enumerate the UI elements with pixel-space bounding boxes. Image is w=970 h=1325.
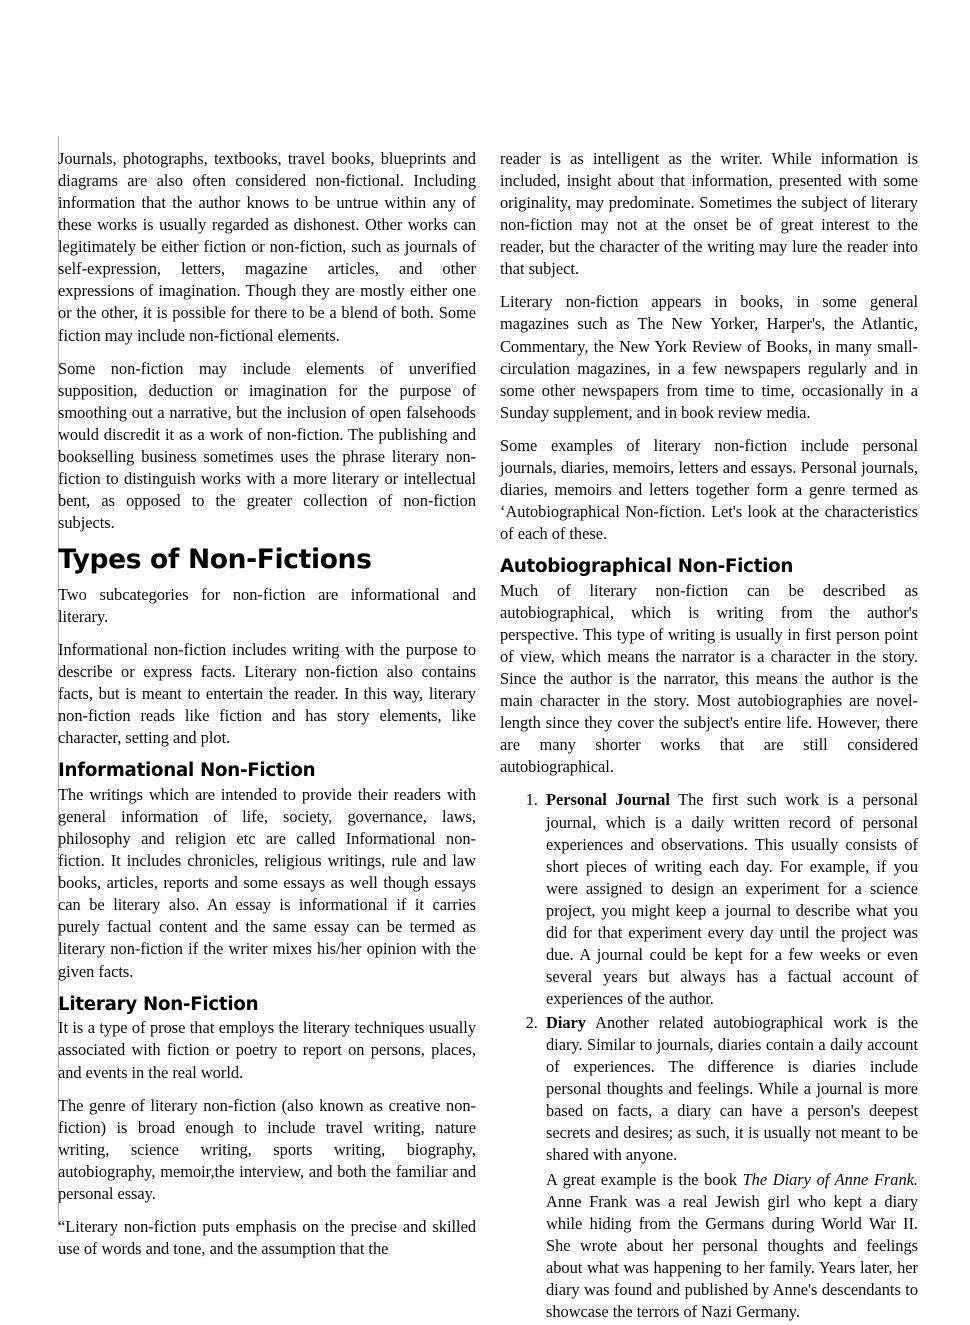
paragraph-genre-of-literary: The genre of literary non-fiction (also known as creative non-fiction) is broad enough to include travel writing, nature writing, science writing, sports writing, biography, autobiography, memoir,the interview, and both the familiar and personal essay. (58, 1095, 476, 1203)
paragraph-much-of-literary: Much of literary non-fiction can be described as autobiographical, which is writing from the author's perspective. This type of writing is usually in first person point of view, which means the narrator is a character in the story. Since the author is the narrator, this means the author is the main character in the story. Most autobiographies are novel-length since they cover the subject's entire life. However, there are many shorter works that are still considered autobiographical. (500, 580, 918, 777)
autobiographical-works-list (500, 789, 918, 1323)
paragraph-some-nonfiction: Some non-fiction may include elements of unverified supposition, deduction or imagination for the purpose of smoothing out a narrative, but the inclusion of open falsehoods would discredit it as a work of non-fiction. The publishing and bookselling business sometimes uses the phrase literary non-fiction to distinguish works with a more literary or intellectual bent, as opposed to the greater collection of non-fiction subjects. (58, 358, 476, 532)
paragraph-appears-in-books: Literary non-fiction appears in books, in some general magazines such as The New Yorker, Harper's, the Atlantic, Commentary, the New York Review of Books, in many small-circulation magazines, in a few newspapers regularly and in some other newspapers from time to time, occasionally in a Sunday supplement, and in book review media. (500, 292, 918, 422)
left-column (58, 148, 476, 1260)
paragraph-reader-intelligent: reader is as intelligent as the writer. While information is included, insight about that information, presented with some originality, may predominate. Sometimes the subject of literary non-fiction may not at the onset be of great interest to the reader, but the character of the writing may lure the reader into that subject. (500, 149, 918, 279)
paragraph-informational-includes: Informational non-fiction includes writing with the purpose to describe or express facts. Literary non-fiction also contains facts, but is meant to entertain the reader. In this way, literary non-fiction reads like fiction and has story elements, like character, setting and plot. (58, 639, 476, 748)
list-item-2-lead: Diary (546, 1013, 586, 1033)
list-item-2-continuation (546, 1169, 918, 1323)
list-item (542, 1012, 918, 1323)
paragraph-some-examples: Some examples of literary non-fiction include personal journals, diaries, memoirs, letters and essays. Personal journals, diaries, memoirs and letters together form a genre termed as ‘Autobiographical Non-fiction. Let's look at the characteristics of each of these. (500, 435, 918, 543)
anne-frank-intro: A great example is the book (546, 1169, 743, 1189)
list-item-1-body: The first such work is a personal journal, which is a daily written record of personal experiences and observations. This usually consists of short pieces of writing each day. For example, if you were assigned to design an experiment for a science project, you might keep a journal to describe what you did for that experiment every day until the project was due. A journal could be kept for a few weeks or even several years but always has a factual account of experiences of the author. (546, 790, 918, 1009)
two-column-layout (58, 148, 918, 1325)
list-item-2-body: Another related autobiographical work is the diary. Similar to journals, diaries contain a daily account of experiences. The difference is diaries include personal thoughts and feelings. While a journal is more based on facts, a diary can have a person's deepest secrets and desires; as such, it is usually not meant to be shared with anyone. (546, 1013, 918, 1165)
right-column (500, 148, 918, 1325)
anne-frank-description: Anne Frank was a real Jewish girl who kept a diary while hiding from the Germans during World War II. She wrote about her personal thoughts and feelings about what was happening to her family. Years later, her diary was found and published by Anne's descendants to showcase the terrors of Nazi Germany. (546, 1191, 918, 1321)
heading-literary-non-fiction: Literary Non-Fiction (58, 993, 259, 1015)
list-item-2-text (546, 1012, 918, 1166)
heading-types-of-non-fictions: Types of Non-Fictions (58, 544, 372, 576)
paragraph-journals-photographs: Journals, photographs, textbooks, travel books, blueprints and diagrams are also often considered non-fictional. Including information that the author knows to be untrue within any of these works is usually regarded as dishonest. Other works can legitimately be either fiction or non-fiction, such as journals of self-expression, letters, magazine articles, and other expressions of imagination. Though they are mostly either one or the other, it is possible for there to be a blend of both. Some fiction may include non-fictional elements. (58, 149, 476, 345)
heading-autobiographical-non-fiction: Autobiographical Non-Fiction (500, 556, 794, 578)
paragraph-quote-literary-emphasis: “Literary non-fiction puts emphasis on the precise and skilled use of words and tone, and the assumption that the (58, 1216, 476, 1258)
paragraph-two-subcategories: Two subcategories for non-fiction are informational and literary. (58, 584, 476, 626)
paragraph-the-writings: The writings which are intended to provide their readers with general information of life, society, governance, laws, philosophy and religion etc are called Informational non-fiction. It includes chronicles, religious writings, rule and law books, articles, reports and some essays as well though essays can be literary also. An essay is informational if it carries purely factual content and the same essay can be termed as literary non-fiction if the writer mixes his/her opinion with the given facts. (58, 785, 476, 981)
book-title-diary-of-anne-frank: The Diary of Anne Frank. (742, 1169, 918, 1189)
list-item-1-lead: Personal Journal (546, 790, 670, 810)
list-item (542, 789, 918, 1010)
list-item-1-text (546, 789, 918, 1010)
paragraph-type-of-prose: It is a type of prose that employs the literary techniques usually associated with fiction or poetry to report on persons, places, and events in the real world. (58, 1018, 476, 1082)
heading-informational-non-fiction: Informational Non-Fiction (58, 760, 316, 782)
